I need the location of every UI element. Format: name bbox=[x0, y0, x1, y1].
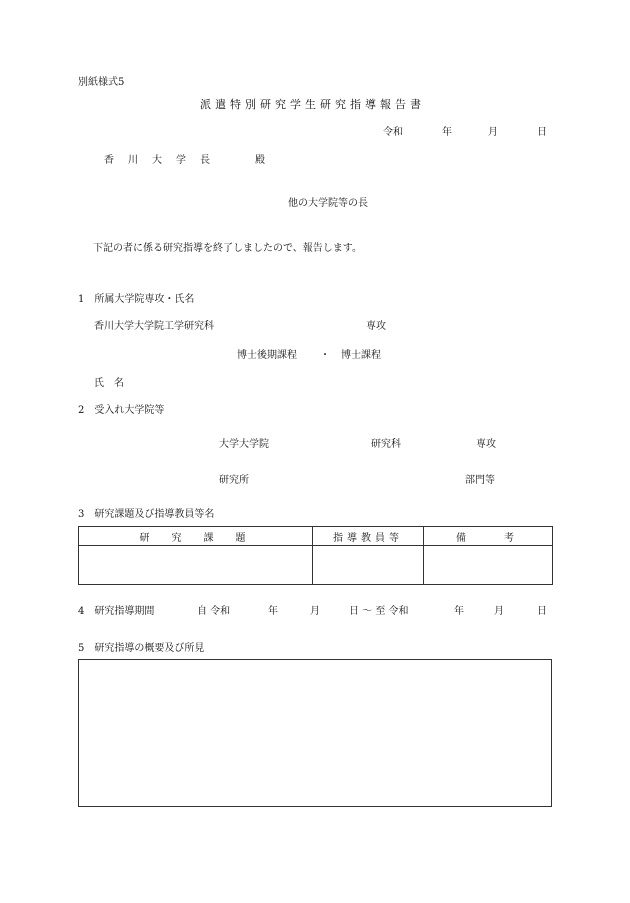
home-school: 香川大学大学院工学研究科 bbox=[94, 321, 214, 332]
table-header-row bbox=[79, 527, 553, 546]
date-month-label: 月 bbox=[488, 127, 498, 138]
form-label: 別紙様式5 bbox=[78, 77, 125, 88]
date-year-label: 年 bbox=[442, 127, 452, 138]
period-day-to: 日 〜 至 令和 bbox=[349, 606, 409, 617]
column-header-remarks: 備 考 bbox=[424, 527, 553, 546]
host-division: 部門等 bbox=[465, 475, 495, 486]
sender: 他の大学院等の長 bbox=[288, 198, 368, 209]
student-name-label: 氏 名 bbox=[94, 378, 124, 389]
addressee-honorific: 殿 bbox=[255, 155, 265, 166]
section1-heading: 1 所属大学院専攻・氏名 bbox=[78, 294, 195, 305]
research-topic-table bbox=[78, 526, 553, 585]
date-era: 令和 bbox=[383, 127, 403, 138]
page-title: 派遣特別研究学生研究指導報告書 bbox=[200, 98, 425, 111]
topic-cell[interactable] bbox=[79, 546, 313, 585]
table-entry-row bbox=[79, 546, 553, 585]
host-research-dept: 研究科 bbox=[371, 439, 401, 450]
host-major: 専攻 bbox=[476, 439, 496, 450]
column-header-advisor: 指導教員等 bbox=[313, 527, 424, 546]
period-year2: 年 bbox=[454, 606, 464, 617]
host-grad-school: 大学大学院 bbox=[219, 439, 269, 450]
section4-heading: 4 研究指導期間 bbox=[78, 606, 155, 617]
intro-text: 下記の者に係る研究指導を終了しましたので、報告します。 bbox=[93, 243, 362, 254]
summary-box[interactable] bbox=[78, 659, 552, 807]
course-doctoral-later: 博士後期課程 bbox=[237, 350, 297, 361]
home-major: 専攻 bbox=[366, 321, 386, 332]
period-day2: 日 bbox=[537, 606, 547, 617]
period-month2: 月 bbox=[494, 606, 504, 617]
course-doctoral: 博士課程 bbox=[341, 350, 381, 361]
remarks-cell[interactable] bbox=[424, 546, 553, 585]
host-institute: 研究所 bbox=[219, 475, 249, 486]
advisor-cell[interactable] bbox=[313, 546, 424, 585]
column-header-topic: 研 究 課 題 bbox=[79, 527, 313, 546]
addressee-name: 香川大学長 bbox=[104, 155, 224, 166]
section3-heading: 3 研究課題及び指導教員等名 bbox=[78, 509, 215, 520]
date-day-label: 日 bbox=[537, 127, 547, 138]
section5-heading: 5 研究指導の概要及び所見 bbox=[78, 643, 205, 654]
period-month1: 月 bbox=[310, 606, 320, 617]
course-separator: ・ bbox=[320, 350, 330, 361]
period-year1: 年 bbox=[268, 606, 278, 617]
period-from: 自 令和 bbox=[197, 606, 231, 617]
section2-heading: 2 受入れ大学院等 bbox=[78, 405, 165, 416]
